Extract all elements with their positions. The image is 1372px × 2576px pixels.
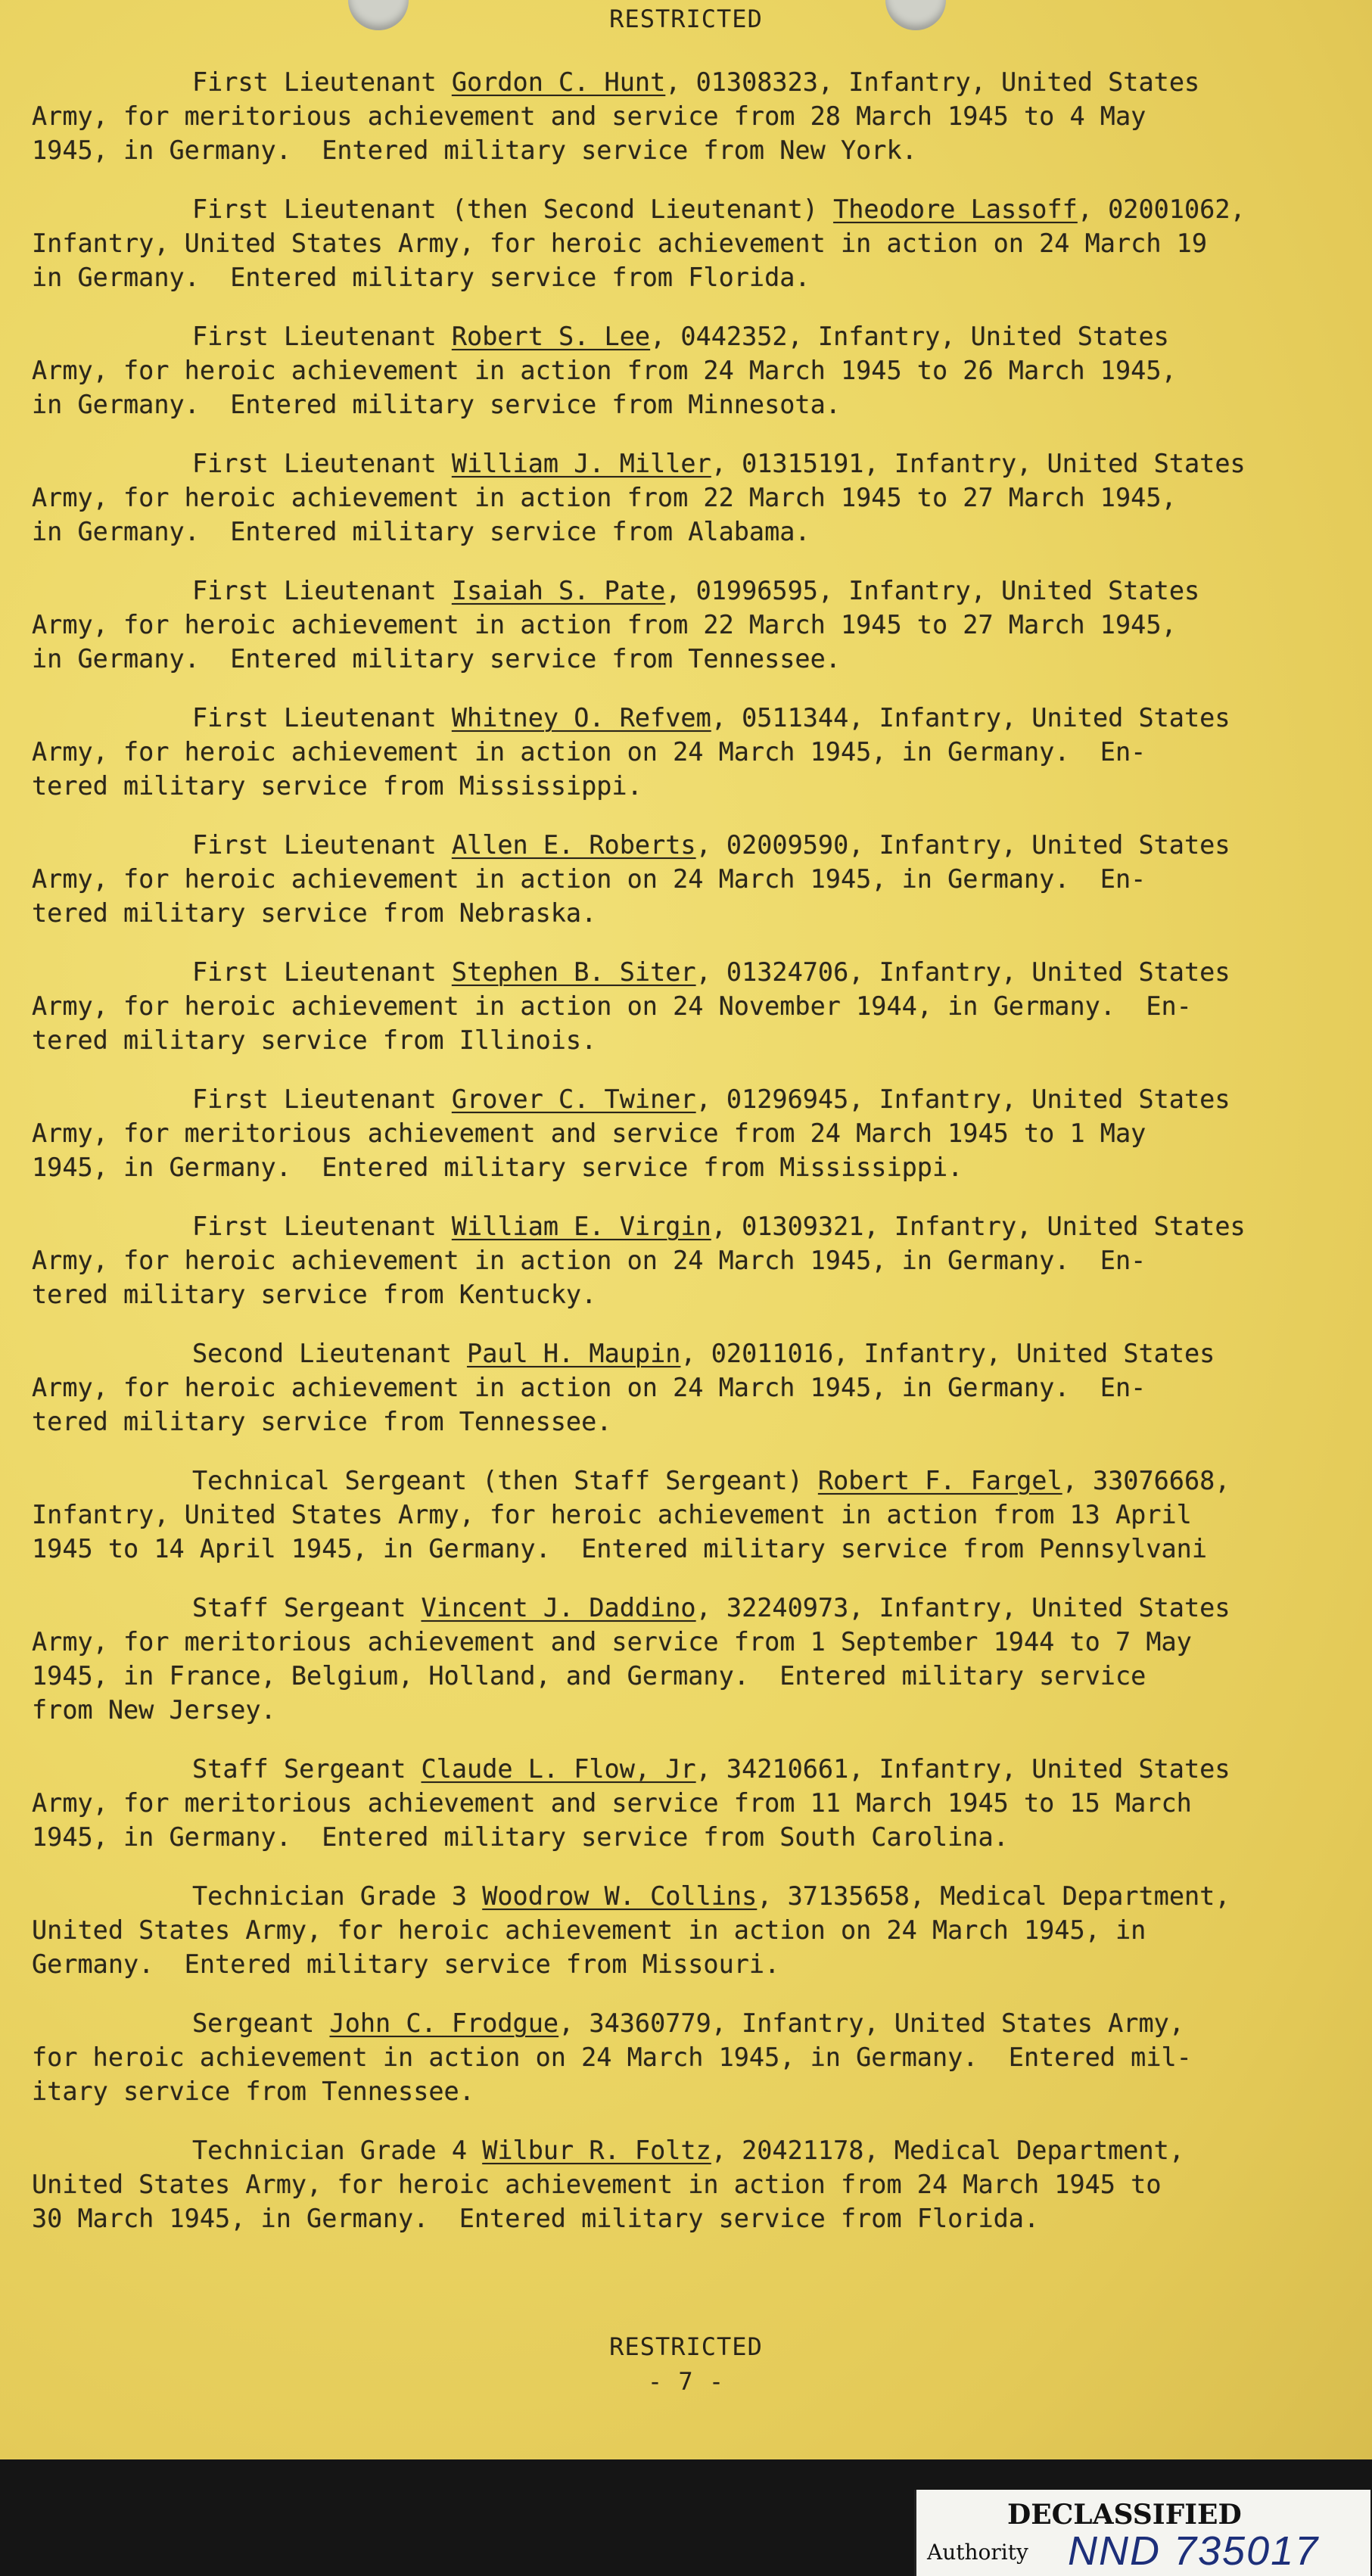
citation-entry <box>32 1879 1341 1981</box>
recipient-name: Vincent J. Daddino <box>421 1593 696 1622</box>
citation-line: Army, for heroic achievement in action on 24 March 1945, in Germany. En- <box>32 737 1146 767</box>
recipient-name: Theodore Lassoff <box>833 194 1078 224</box>
header-classification: RESTRICTED <box>609 5 763 33</box>
citation-line: tered military service from Illinois. <box>32 1025 597 1055</box>
citation-line: Army, for heroic achievement in action on 24 March 1945, in Germany. En- <box>32 1373 1146 1402</box>
citation-line: tered military service from Mississippi. <box>32 771 642 801</box>
citation-line: Army, for heroic achievement in action from 22 March 1945 to 27 March 1945, <box>32 610 1177 639</box>
citation-details: , 0511344, Infantry, United States <box>711 703 1230 733</box>
citation-line: tered military service from Nebraska. <box>32 898 597 928</box>
citation-line: Infantry, United States Army, for heroic achievement in action from 13 April <box>32 1500 1192 1529</box>
citation-details: , 0442352, Infantry, United States <box>650 322 1169 351</box>
citation-rank: Second Lieutenant <box>192 1339 468 1368</box>
citation-rank: First Lieutenant <box>192 1084 452 1114</box>
recipient-name: Stephen B. Siter <box>451 957 696 987</box>
citation-line <box>32 1209 1341 1243</box>
citation-rank: First Lieutenant <box>192 1212 452 1241</box>
citation-details: , 34360779, Infantry, United States Army, <box>558 2008 1184 2038</box>
citation-line <box>32 65 1341 99</box>
citation-details: , 02001062, <box>1077 194 1246 224</box>
citation-entry <box>32 2133 1341 2235</box>
citation-details: , 33076668, <box>1062 1466 1230 1495</box>
citation-entry <box>32 1209 1341 1311</box>
citation-rank: Staff Sergeant <box>192 1593 422 1622</box>
citation-details: , 20421178, Medical Department, <box>711 2136 1184 2165</box>
citation-details: , 32240973, Infantry, United States <box>695 1593 1230 1622</box>
citation-entry <box>32 955 1341 1057</box>
citation-entry <box>32 446 1341 549</box>
citation-line <box>32 1082 1341 1116</box>
citation-entry <box>32 1591 1341 1727</box>
recipient-name: Whitney O. Refvem <box>451 703 711 733</box>
citation-details: , 01309321, Infantry, United States <box>711 1212 1246 1241</box>
citation-rank: Technical Sergeant (then Staff Sergeant) <box>192 1466 818 1495</box>
citation-rank: First Lieutenant <box>192 703 452 733</box>
recipient-name: Paul H. Maupin <box>467 1339 681 1368</box>
recipient-name: Robert S. Lee <box>451 322 651 351</box>
citation-details: , 02009590, Infantry, United States <box>695 830 1230 860</box>
recipient-name: Claude L. Flow, Jr <box>421 1754 696 1784</box>
citation-line: United States Army, for heroic achievement in action on 24 March 1945, in <box>32 1915 1146 1945</box>
citation-rank: Sergeant <box>192 2008 330 2038</box>
declassified-title: DECLASSIFIED <box>1007 2499 1242 2531</box>
citation-rank: Staff Sergeant <box>192 1754 422 1784</box>
citation-entry <box>32 1464 1341 1566</box>
citation-line: 1945 to 14 April 1945, in Germany. Entered military service from Pennsylvani <box>32 1534 1207 1563</box>
citation-line: Army, for heroic achievement in action from 24 March 1945 to 26 March 1945, <box>32 356 1177 385</box>
citation-line: 1945, in Germany. Entered military service from South Carolina. <box>32 1822 1009 1852</box>
citation-line: 1945, in Germany. Entered military service from Mississippi. <box>32 1153 963 1182</box>
citation-rank: First Lieutenant <box>192 957 452 987</box>
citation-entry <box>32 319 1341 422</box>
citation-details: , 34210661, Infantry, United States <box>695 1754 1230 1784</box>
citation-line: from New Jersey. <box>32 1695 276 1725</box>
citation-details: , 01324706, Infantry, United States <box>695 957 1230 987</box>
citation-line: Army, for heroic achievement in action on 24 March 1945, in Germany. En- <box>32 1246 1146 1275</box>
citation-rank: Technician Grade 3 <box>192 1881 483 1911</box>
citation-line <box>32 2006 1341 2040</box>
authority-value: NND 735017 <box>1068 2528 1320 2574</box>
citation-line: Army, for meritorious achievement and service from 11 March 1945 to 15 March <box>32 1788 1192 1818</box>
citation-line <box>32 1591 1341 1625</box>
citation-line <box>32 1336 1341 1370</box>
citation-line: Germany. Entered military service from Missouri. <box>32 1949 780 1979</box>
citation-entry <box>32 1082 1341 1184</box>
citation-line <box>32 2133 1341 2167</box>
citation-entry <box>32 2006 1341 2108</box>
citation-line <box>32 701 1341 735</box>
recipient-name: Wilbur R. Foltz <box>482 2136 711 2165</box>
page-number: - 7 - <box>647 2367 725 2396</box>
citation-line: Army, for heroic achievement in action on 24 March 1945, in Germany. En- <box>32 864 1146 894</box>
citation-line: in Germany. Entered military service from Florida. <box>32 263 810 292</box>
citation-line: for heroic achievement in action on 24 March 1945, in Germany. Entered mil- <box>32 2042 1192 2072</box>
citation-line: United States Army, for heroic achievement in action from 24 March 1945 to <box>32 2170 1162 2199</box>
citation-entry <box>32 701 1341 803</box>
recipient-name: Robert F. Fargel <box>817 1466 1062 1495</box>
citation-line: Army, for heroic achievement in action on 24 November 1944, in Germany. En- <box>32 991 1192 1021</box>
citation-rank: First Lieutenant (then Second Lieutenant) <box>192 194 834 224</box>
recipient-name: Isaiah S. Pate <box>451 576 666 605</box>
citation-entry <box>32 574 1341 676</box>
citation-rank: First Lieutenant <box>192 576 452 605</box>
citation-line: Army, for heroic achievement in action from 22 March 1945 to 27 March 1945, <box>32 483 1177 512</box>
citation-line <box>32 574 1341 608</box>
citation-line: itary service from Tennessee. <box>32 2077 474 2106</box>
citation-entry <box>32 828 1341 930</box>
citation-entry <box>32 1336 1341 1439</box>
citation-details: , 37135658, Medical Department, <box>757 1881 1230 1911</box>
citation-details: , 01315191, Infantry, United States <box>711 449 1246 478</box>
citation-line: in Germany. Entered military service from Minnesota. <box>32 390 841 419</box>
recipient-name: John C. Frodgue <box>329 2008 559 2038</box>
citation-line: in Germany. Entered military service from Tennessee. <box>32 644 841 674</box>
citation-line <box>32 446 1341 481</box>
declassified-stamp <box>914 2490 1370 2576</box>
citation-line <box>32 192 1341 226</box>
citation-line: Infantry, United States Army, for heroic achievement in action on 24 March 19 <box>32 229 1207 258</box>
citation-entry <box>32 65 1341 167</box>
citation-rank: First Lieutenant <box>192 67 452 97</box>
recipient-name: Grover C. Twiner <box>451 1084 696 1114</box>
citation-entry <box>32 1752 1341 1854</box>
citation-line <box>32 1879 1341 1913</box>
citation-line: Army, for meritorious achievement and service from 28 March 1945 to 4 May <box>32 101 1146 131</box>
recipient-name: William J. Miller <box>451 449 711 478</box>
citation-line: tered military service from Kentucky. <box>32 1280 597 1309</box>
citation-line <box>32 955 1341 989</box>
citation-details: , 01296945, Infantry, United States <box>695 1084 1230 1114</box>
citation-details: , 02011016, Infantry, United States <box>680 1339 1215 1368</box>
citation-rank: Technician Grade 4 <box>192 2136 483 2165</box>
citation-line <box>32 828 1341 862</box>
recipient-name: Gordon C. Hunt <box>451 67 666 97</box>
citation-entry <box>32 192 1341 294</box>
footer-classification: RESTRICTED <box>609 2332 763 2361</box>
citation-line: tered military service from Tennessee. <box>32 1407 612 1436</box>
citation-rank: First Lieutenant <box>192 449 452 478</box>
citation-line: 1945, in Germany. Entered military service from New York. <box>32 135 917 165</box>
citation-line: Army, for meritorious achievement and service from 24 March 1945 to 1 May <box>32 1118 1146 1148</box>
authority-label: Authority <box>927 2540 1028 2565</box>
citation-rank: First Lieutenant <box>192 830 452 860</box>
citation-line <box>32 1464 1341 1498</box>
citation-line <box>32 1752 1341 1786</box>
citation-details: , 01308323, Infantry, United States <box>665 67 1200 97</box>
recipient-name: Allen E. Roberts <box>451 830 696 860</box>
recipient-name: Woodrow W. Collins <box>482 1881 758 1911</box>
citation-line: Army, for meritorious achievement and service from 1 September 1944 to 7 May <box>32 1627 1192 1657</box>
recipient-name: William E. Virgin <box>451 1212 711 1241</box>
citation-line <box>32 319 1341 353</box>
citation-rank: First Lieutenant <box>192 322 452 351</box>
award-citation-list <box>32 65 1341 2260</box>
citation-line: in Germany. Entered military service from Alabama. <box>32 517 810 546</box>
citation-line: 1945, in France, Belgium, Holland, and Germany. Entered military service <box>32 1661 1146 1691</box>
citation-line: 30 March 1945, in Germany. Entered military service from Florida. <box>32 2204 1040 2233</box>
citation-details: , 01996595, Infantry, United States <box>665 576 1200 605</box>
